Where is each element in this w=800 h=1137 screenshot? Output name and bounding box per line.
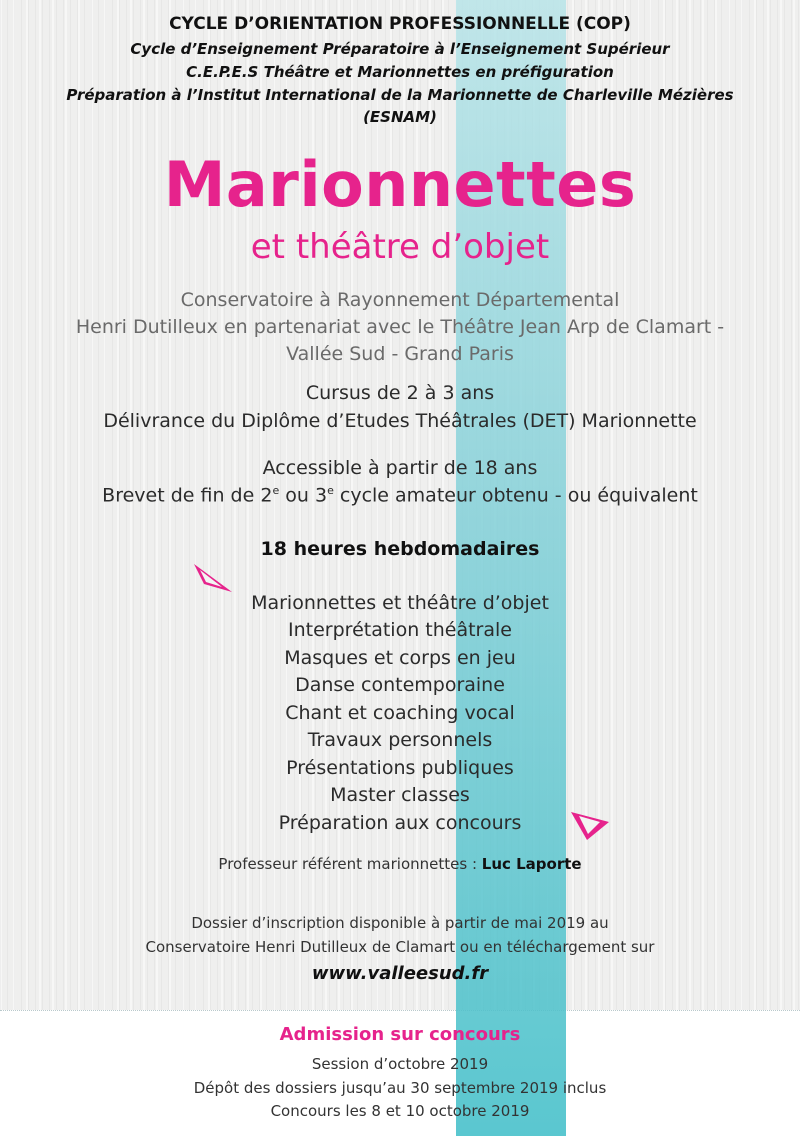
page-title: Marionnettes	[163, 148, 637, 221]
weekly-hours: 18 heures hebdomadaires	[260, 538, 540, 560]
header-preparation: Préparation à l’Institut International de la Marionnette de Charleville Mézières	[66, 86, 734, 104]
admission-title: Admission sur concours	[279, 1024, 521, 1045]
professor-name: Luc Laporte	[481, 855, 582, 873]
subject-item: Danse contemporaine	[295, 674, 505, 696]
header-cepes-full: Cycle d’Enseignement Préparatoire à l’Enseignement Supérieur	[130, 40, 670, 58]
subject-item: Présentations publiques	[286, 757, 514, 779]
pink-arrow-icon	[567, 808, 613, 842]
subject-item: Travaux personnels	[307, 729, 493, 751]
professor-label: Professeur référent marionnettes :	[218, 855, 482, 873]
access-sup-1: e	[272, 484, 280, 497]
header-cop: CYCLE D’ORIENTATION PROFESSIONNELLE (COP)	[169, 14, 631, 34]
access-text-1: Brevet de fin de 2	[102, 484, 273, 507]
access-text-3: cycle amateur obtenu - ou équivalent	[333, 484, 698, 507]
access-requirement	[0, 484, 800, 506]
admission-dates: Concours les 8 et 10 octobre 2019	[270, 1102, 530, 1120]
subject-item: Masques et corps en jeu	[284, 647, 516, 669]
page-subtitle: et théâtre d’objet	[250, 227, 550, 267]
cursus-diploma: Délivrance du Diplôme d’Etudes Théâtrales (DET) Marionnette	[103, 410, 697, 432]
institution-line-1: Conservatoire à Rayonnement Départemental	[180, 289, 620, 311]
subject-item: Préparation aux concours	[278, 812, 522, 834]
subject-item: Chant et coaching vocal	[285, 702, 515, 724]
access-sup-2: e	[327, 484, 334, 497]
dossier-line-1: Dossier d’inscription disponible à partir de mai 2019 au	[191, 914, 609, 932]
access-age: Accessible à partir de 18 ans	[262, 457, 538, 479]
subject-item: Marionnettes et théâtre d’objet	[251, 592, 549, 614]
subject-item: Master classes	[330, 784, 470, 806]
admission-session: Session d’octobre 2019	[311, 1055, 489, 1073]
header-cepes-short: C.E.P.E.S Théâtre et Marionnettes en préfiguration	[186, 63, 614, 81]
dossier-line-2: Conservatoire Henri Dutilleux de Clamart ou en téléchargement sur	[145, 938, 655, 956]
website-link[interactable]: www.valleesud.fr	[311, 963, 489, 984]
professor-line	[0, 855, 800, 873]
institution-line-2: Henri Dutilleux en partenariat avec le Théâtre Jean Arp de Clamart -	[75, 316, 725, 338]
access-text-2: ou 3	[279, 484, 328, 507]
institution-line-3: Vallée Sud - Grand Paris	[286, 343, 514, 365]
header-esnam: (ESNAM)	[363, 108, 437, 126]
pink-arrow-icon	[190, 562, 236, 596]
cursus-duration: Cursus de 2 à 3 ans	[305, 382, 495, 404]
subject-item: Interprétation théâtrale	[288, 619, 512, 641]
admission-deadline: Dépôt des dossiers jusqu’au 30 septembre 2019 inclus	[193, 1079, 607, 1097]
